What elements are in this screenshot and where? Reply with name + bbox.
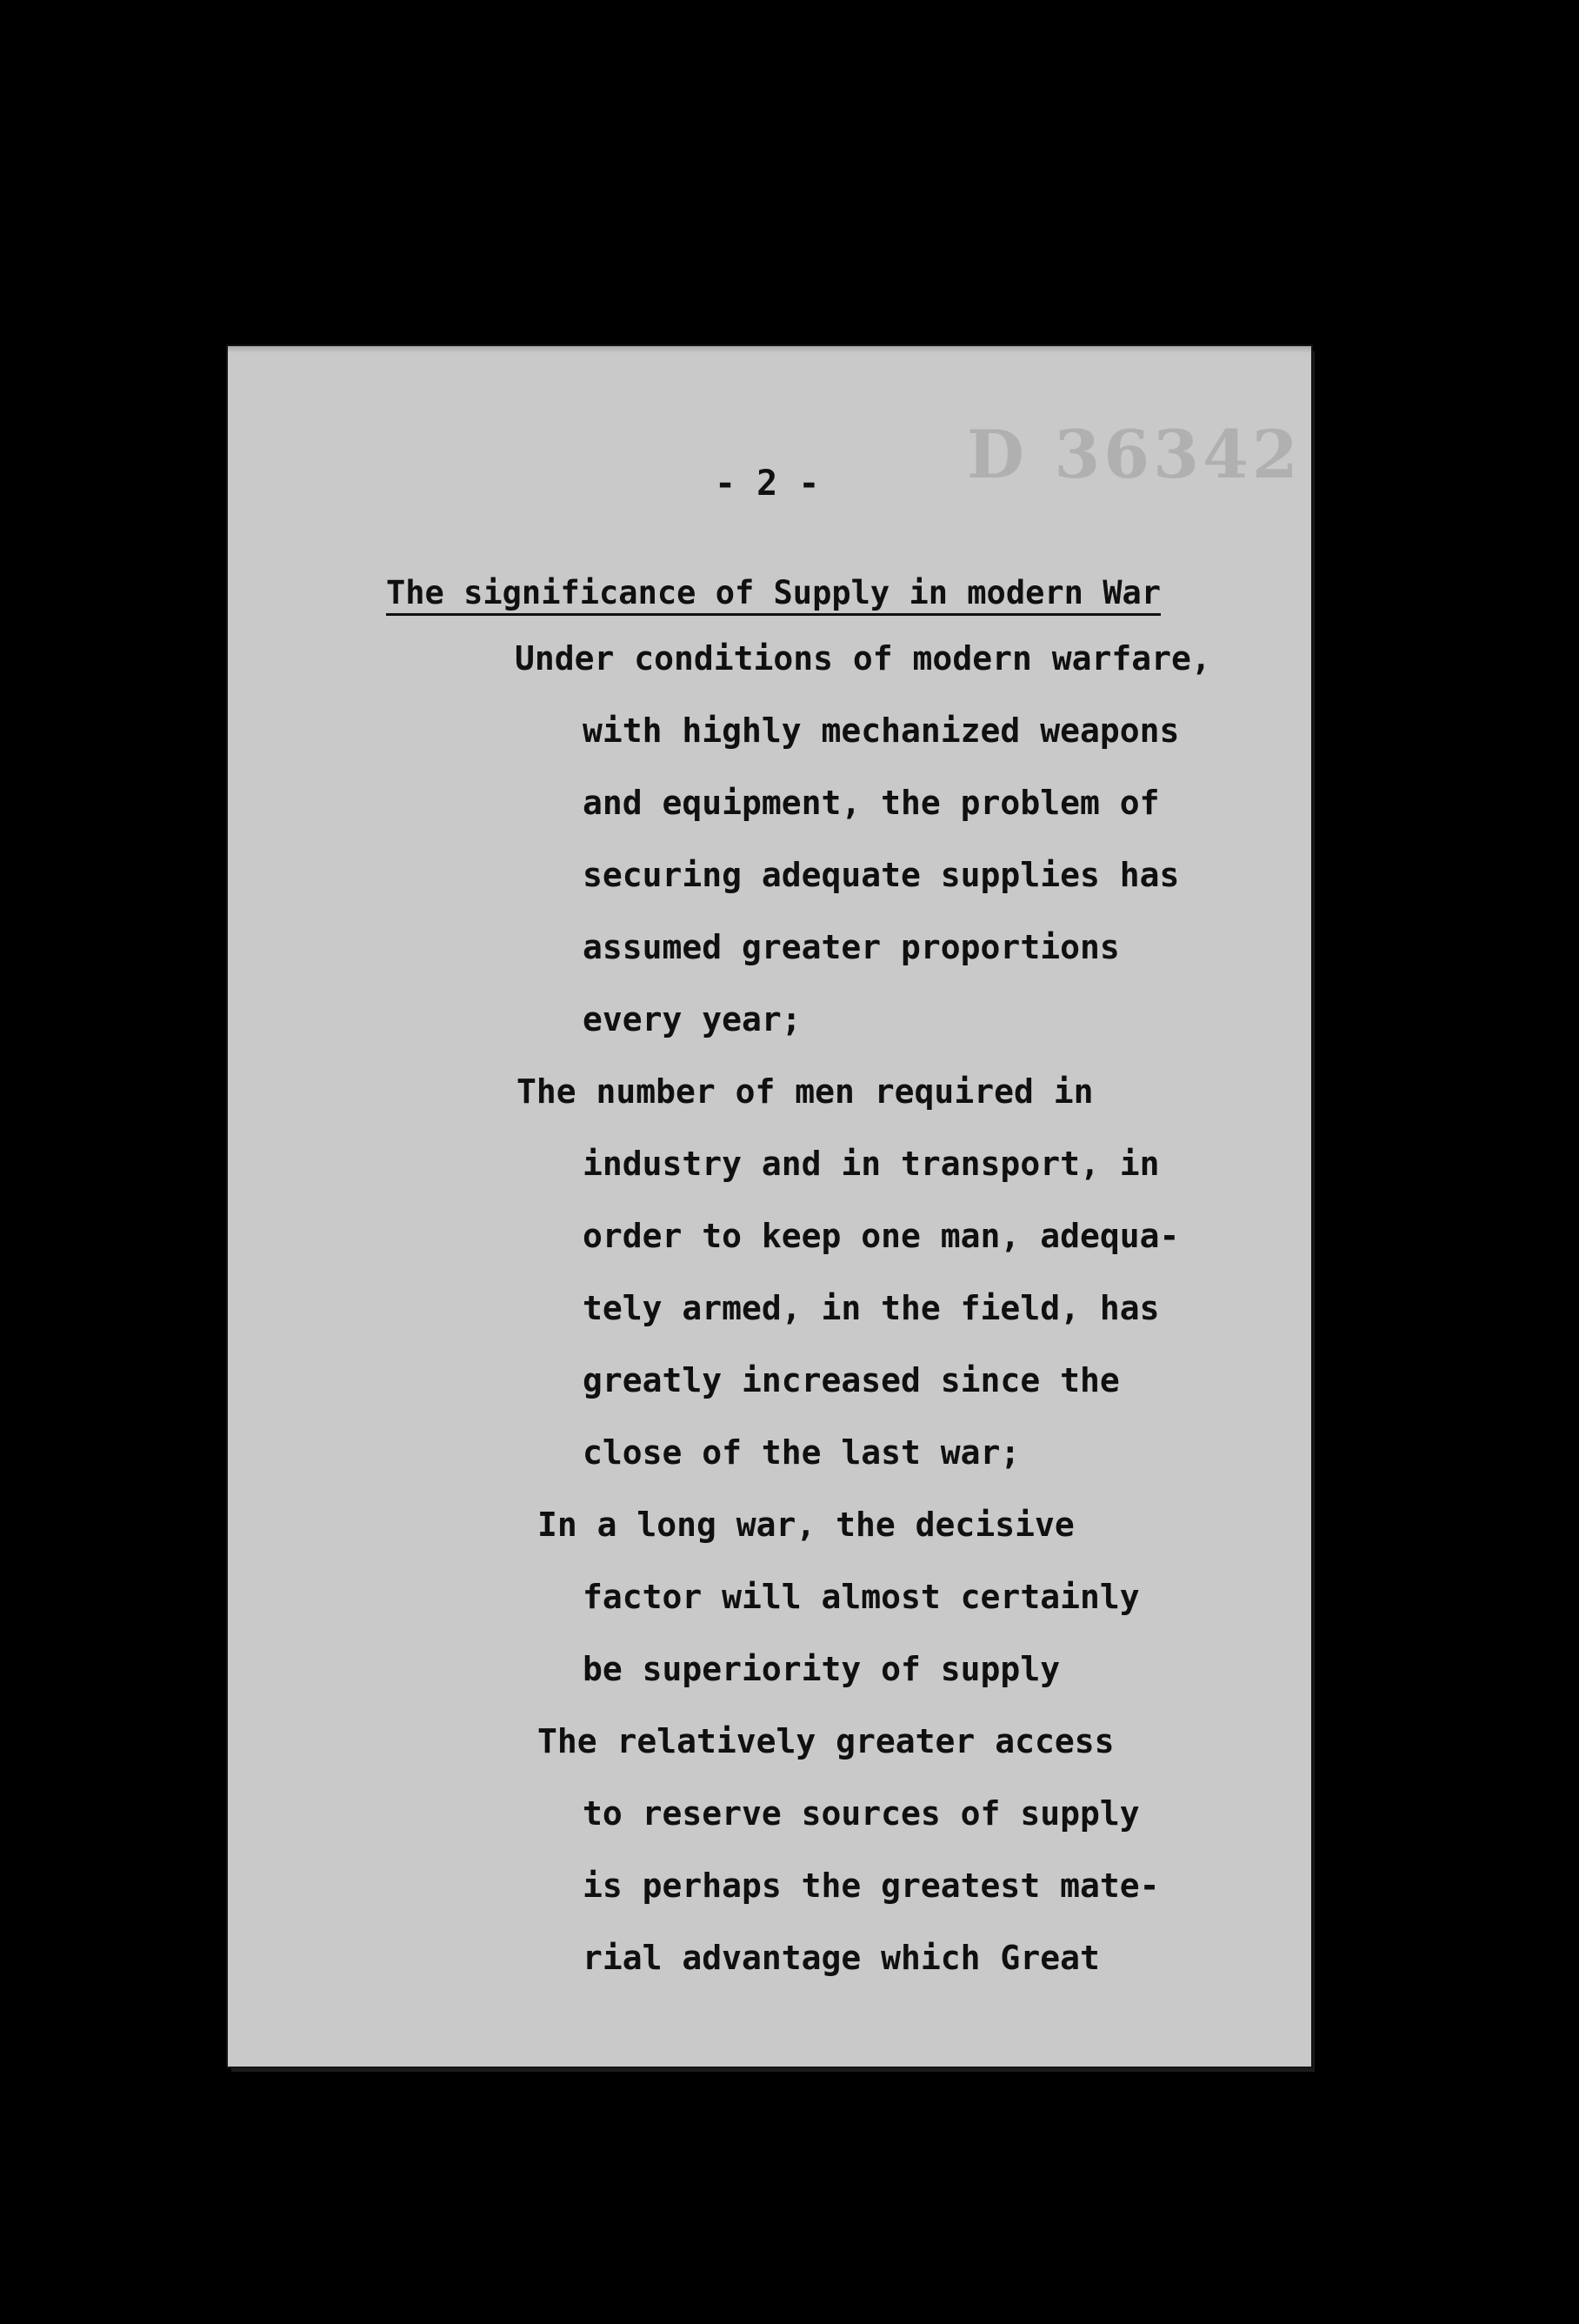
archive-stamp: D 36342 bbox=[967, 416, 1302, 493]
text-line: be superiority of supply bbox=[583, 1650, 1061, 1688]
text-line: with highly mechanized weapons bbox=[583, 711, 1180, 750]
text-line: and equipment, the problem of bbox=[583, 784, 1160, 822]
text-line: tely armed, in the field, has bbox=[583, 1289, 1160, 1327]
text-line: rial advantage which Great bbox=[583, 1939, 1100, 1977]
text-line: assumed greater proportions bbox=[583, 928, 1120, 966]
text-line: In a long war, the decisive bbox=[537, 1506, 1075, 1544]
text-line: order to keep one man, adequa- bbox=[583, 1217, 1180, 1255]
text-line: every year; bbox=[583, 1000, 802, 1038]
text-line: is perhaps the greatest mate- bbox=[583, 1867, 1160, 1905]
text-line: Under conditions of modern warfare, bbox=[515, 639, 1211, 678]
text-line: factor will almost certainly bbox=[583, 1578, 1140, 1616]
page-number: - 2 - bbox=[715, 464, 820, 504]
text-line: securing adequate supplies has bbox=[583, 856, 1180, 894]
text-line: The relatively greater access bbox=[537, 1722, 1115, 1760]
text-line: industry and in transport, in bbox=[583, 1145, 1160, 1183]
text-line: to reserve sources of supply bbox=[583, 1794, 1140, 1833]
text-line: The number of men required in bbox=[516, 1072, 1094, 1111]
document-page bbox=[228, 346, 1311, 2067]
text-line: greatly increased since the bbox=[583, 1361, 1120, 1399]
text-line: close of the last war; bbox=[583, 1433, 1021, 1472]
section-heading: The significance of Supply in modern War bbox=[386, 574, 1161, 616]
